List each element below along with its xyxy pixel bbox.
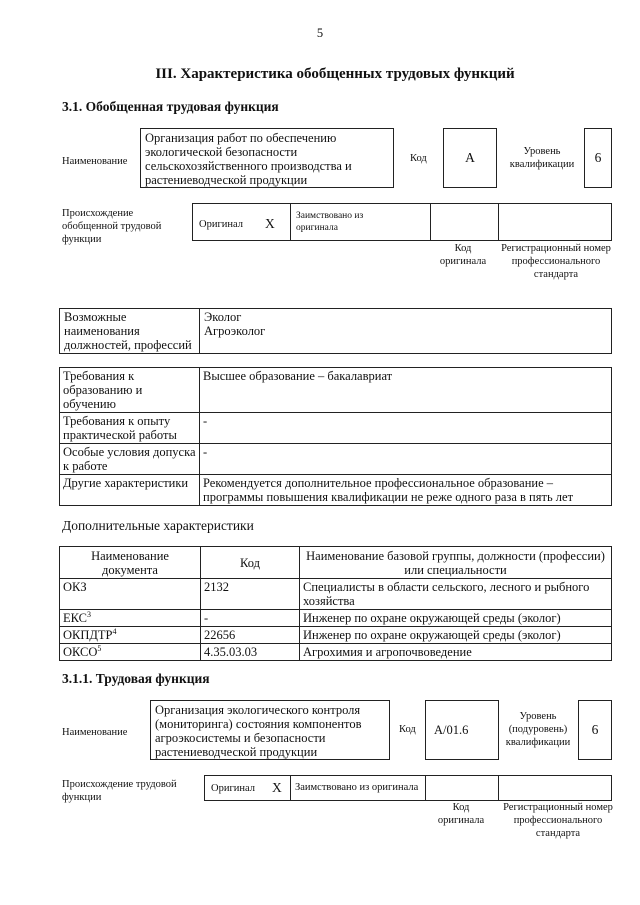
tf-original-label: Оригинал <box>211 783 255 794</box>
gtf-origin-label: Происхождение обобщенной трудовой функции <box>62 208 162 245</box>
tf-heading: 3.1.1. Трудовая функция <box>62 671 210 686</box>
group-name-cell: Специалисты в области сельского, лесного и рыбного хозяйства <box>300 579 612 610</box>
column-header: Наименование базовой группы, должности (профессии) или специальности <box>300 547 612 579</box>
tf-code-value: A/01.6 <box>434 723 469 737</box>
additional-header-row <box>60 547 612 579</box>
tf-borrowed-label: Заимствовано из оригинала <box>295 782 419 793</box>
gtf-level-label: Уровень квалификации <box>509 146 575 170</box>
gtf-name-box <box>140 128 394 188</box>
code-cell: - <box>201 610 300 627</box>
gtf-level-box <box>584 128 612 188</box>
positions-table <box>59 308 612 354</box>
tf-code-original-label: Код оригинала <box>437 802 485 826</box>
requirement-row <box>60 444 612 475</box>
section-title: III. Характеристика обобщенных трудовых функций <box>155 66 515 82</box>
position-item: Эколог <box>204 310 242 324</box>
doc-cell: ЕКС$^3$ <box>60 610 201 627</box>
group-name-cell: Инженер по охране окружающей среды (эколог) <box>300 627 612 644</box>
requirement-label: Требования к образованию и обучению <box>60 368 200 413</box>
group-name-cell: Агрохимия и агропочвоведение <box>300 644 612 661</box>
gtf-original-mark: X <box>265 216 275 231</box>
doc-cell: ОКСО$^5$ <box>60 644 201 661</box>
page-number: 5 <box>316 26 324 40</box>
tf-origin-table <box>204 775 612 801</box>
gtf-name-value: Организация работ по обеспечению экологической безопасности сельскохозяйственного производства и растениеводческой продукции <box>145 131 352 187</box>
column-header: Код <box>201 547 300 579</box>
requirement-row <box>60 475 612 506</box>
tf-original-mark: X <box>272 780 282 795</box>
requirement-value: Рекомендуется дополнительное профессиональное образование – программы повышения квалификации не реже одного раза в пять лет <box>200 475 612 506</box>
gtf-heading: 3.1. Обобщенная трудовая функция <box>62 99 279 114</box>
column-header: Наименование документа <box>60 547 201 579</box>
tf-level-box <box>578 700 612 760</box>
additional-table <box>59 546 612 661</box>
doc-cell: ОКЗ <box>60 579 201 610</box>
requirement-value: - <box>200 444 612 475</box>
tf-code-label: Код <box>399 724 416 735</box>
gtf-original-label: Оригинал <box>199 219 243 230</box>
tf-name-value: Организация экологического контроля (мониторинга) состояния компонентов агроэкосистемы и безопасности растениеводческой продукции <box>155 703 362 759</box>
requirement-row <box>60 413 612 444</box>
requirements-table <box>59 367 612 506</box>
gtf-origin-table <box>192 203 612 241</box>
gtf-name-label: Наименование <box>62 156 128 167</box>
gtf-level-value: 6 <box>594 150 602 165</box>
tf-level-value: 6 <box>591 722 599 737</box>
additional-heading: Дополнительные характеристики <box>62 518 254 533</box>
table-row <box>60 627 612 644</box>
requirement-label: Особые условия допуска к работе <box>60 444 200 475</box>
code-cell: 22656 <box>201 627 300 644</box>
requirement-value: Высшее образование – бакалавриат <box>200 368 612 413</box>
position-item: Агроэколог <box>204 324 266 338</box>
requirement-label: Другие характеристики <box>60 475 200 506</box>
tf-name-box <box>150 700 390 760</box>
table-row <box>60 610 612 627</box>
doc-cell: ОКПДТР$^4$ <box>60 627 201 644</box>
table-row <box>60 579 612 610</box>
tf-name-label: Наименование <box>62 727 128 738</box>
requirement-label: Требования к опыту практической работы <box>60 413 200 444</box>
tf-reg-number-label: Регистрационный номер профессионального стандарта <box>503 802 613 839</box>
gtf-code-box <box>443 128 497 188</box>
code-cell: 2132 <box>201 579 300 610</box>
code-cell: 4.35.03.03 <box>201 644 300 661</box>
tf-code-box <box>425 700 499 760</box>
group-name-cell: Инженер по охране окружающей среды (эколог) <box>300 610 612 627</box>
gtf-code-original-label: Код оригинала <box>439 243 487 267</box>
positions-label: Возможные наименования должностей, профессий <box>64 310 192 352</box>
gtf-code-value: A <box>465 150 475 165</box>
table-row <box>60 644 612 661</box>
requirement-value: - <box>200 413 612 444</box>
gtf-code-label: Код <box>410 153 427 164</box>
tf-level-label: Уровень (подуровень) квалификации <box>505 711 571 748</box>
gtf-borrowed-label: Заимствовано из оригинала <box>296 211 364 233</box>
tf-origin-label: Происхождение трудовой функции <box>62 779 177 803</box>
requirement-row <box>60 368 612 413</box>
gtf-reg-number-label: Регистрационный номер профессионального стандарта <box>501 243 611 280</box>
